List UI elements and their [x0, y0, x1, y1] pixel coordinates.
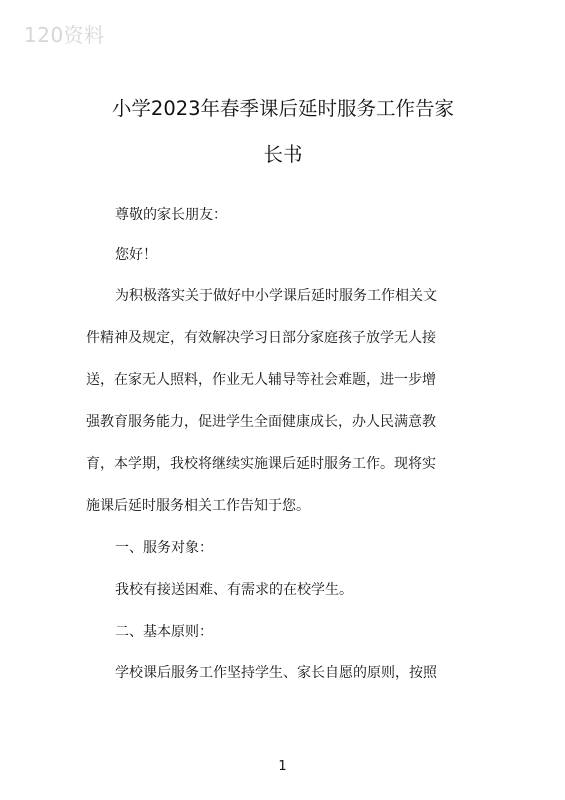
paragraph-line: 我校有接送困难、有需求的在校学生。 — [115, 582, 353, 598]
section-heading-service-target: 一、服务对象： — [115, 540, 213, 556]
document-title-line-1: 小学2023年春季课后延时服务工作告家 — [111, 97, 455, 120]
paragraph-line: 送，在家无人照料，作业无人辅导等社会难题，进一步增 — [86, 372, 436, 388]
paragraph-line: 件精神及规定，有效解决学习日部分家庭孩子放学无人接 — [86, 330, 436, 346]
document-title-line-2: 长书 — [263, 143, 303, 166]
greeting: 您好！ — [115, 247, 157, 263]
paragraph-line: 为积极落实关于做好中小学课后延时服务工作相关文 — [115, 288, 437, 304]
paragraph-line: 育，本学期，我校将继续实施课后延时服务工作。现将实 — [86, 456, 436, 472]
paragraph-line: 学校课后服务工作坚持学生、家长自愿的原则，按照 — [115, 665, 437, 681]
page-number: 1 — [278, 759, 287, 774]
section-heading-principles: 二、基本原则： — [115, 624, 213, 640]
salutation: 尊敬的家长朋友： — [115, 207, 227, 223]
paragraph-line: 强教育服务能力，促进学生全面健康成长，办人民满意教 — [86, 414, 436, 430]
paragraph-line: 施课后延时服务相关工作告知于您。 — [86, 498, 310, 514]
watermark: 120资料 — [24, 23, 105, 47]
